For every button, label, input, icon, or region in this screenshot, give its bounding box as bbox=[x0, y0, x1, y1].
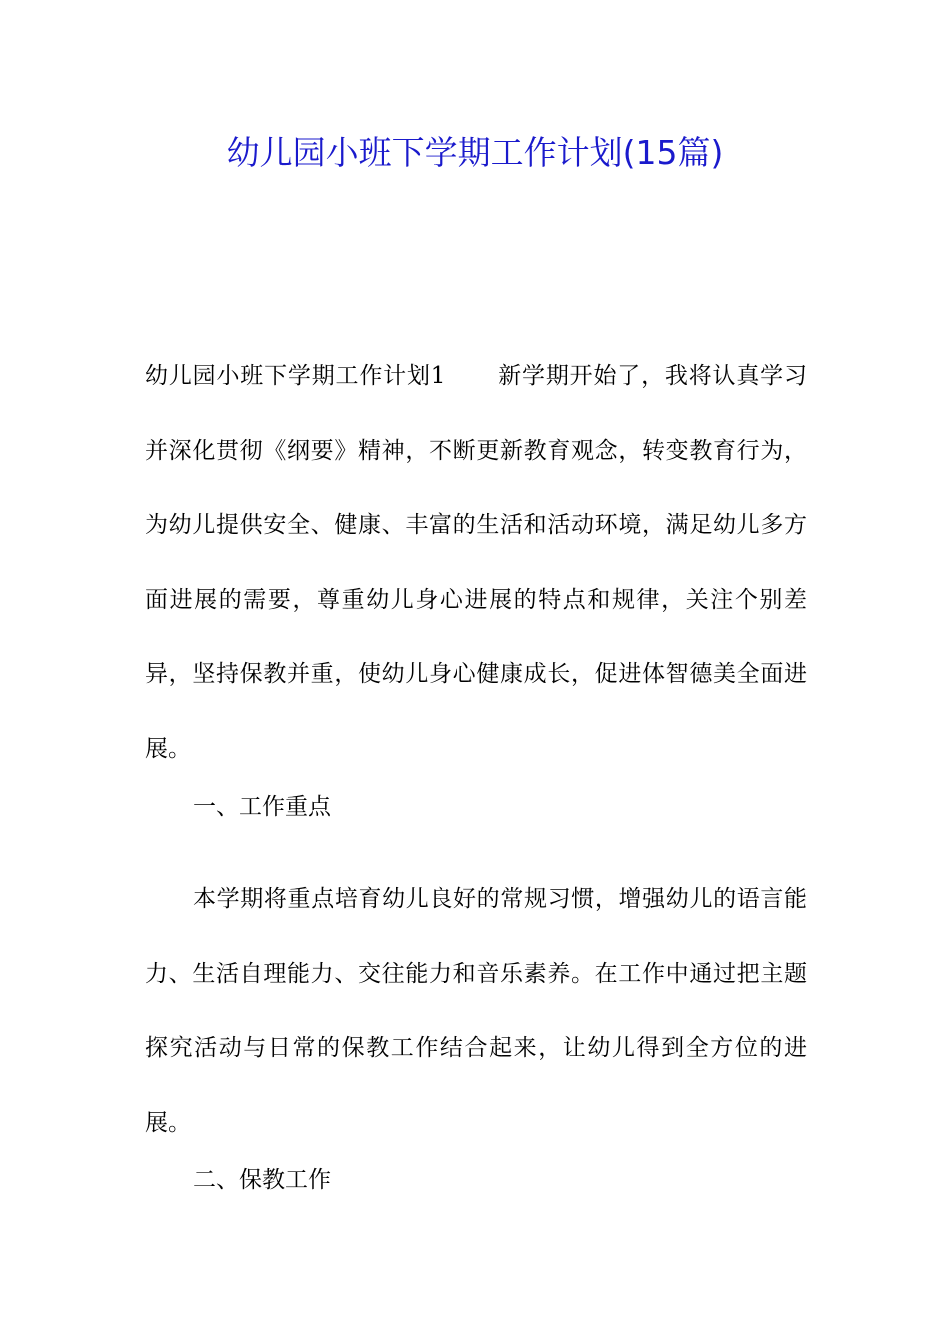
intro-paragraph-block bbox=[145, 339, 807, 787]
work-focus-paragraph: 本学期将重点培育幼儿良好的常规习惯，增强幼儿的语言能力、生活自理能力、交往能力和音乐素养。在工作中通过把主题探究活动与日常的保教工作结合起来，让幼儿得到全方位的进展。 bbox=[145, 886, 807, 1136]
heading-care-education: 二、保教工作 bbox=[193, 1167, 331, 1193]
intro-paragraph: 新学期开始了，我将认真学习并深化贯彻《纲要》精神，不断更新教育观念，转变教育行为，为幼儿提供安全、健康、丰富的生活和活动环境，满足幼儿多方面进展的需要，尊重幼儿身心进展的特点和规律，关注个别差异，坚持保教并重，使幼儿身心健康成长，促进体智德美全面进展。 bbox=[145, 363, 807, 762]
section-title: 幼儿园小班下学期工作计划1 bbox=[145, 363, 446, 389]
heading-work-focus: 一、工作重点 bbox=[193, 794, 331, 820]
document-title: 幼儿园小班下学期工作计划(15篇) bbox=[226, 133, 724, 172]
